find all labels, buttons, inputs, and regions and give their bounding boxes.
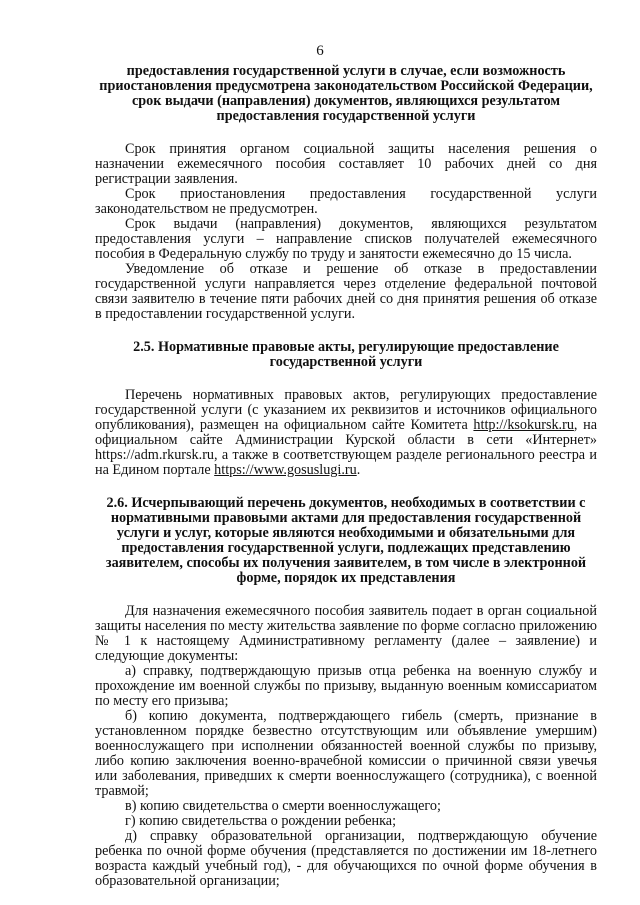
list-item: в) копию свидетельства о смерти военнослужащего; [125, 798, 441, 814]
paragraph-text: , на официальном сайте Администрации Курской области в сети «Интернет» https://adm.rkursk.ru, а также в соответствующем разделе регионального реестра и на Едином портале [95, 417, 597, 478]
paragraph: Срок выдачи (направления) документов, являющихся результатом предоставления услуги – направление списков получателей ежемесячного пособия в Федеральную службу по труду и занятости ежемесячно до 15 числа. [95, 216, 597, 262]
paragraph-2-5 [95, 388, 597, 478]
list-item: б) копию документа, подтверждающего гибель (смерть, признание в установленном порядке безвестно отсутствующим или объявление умершим) военнослужащего при исполнении обязанностей военной службы по призыву, либо копию заключения военно-врачебной комиссии о причинной связи увечья или заболевания, приведших к смерти военнослужащего (сотрудника), с военной травмой; [95, 708, 597, 799]
gosuslugi-portal-link[interactable]: https://www.gosuslugi.ru [214, 462, 357, 478]
paragraph-2-6-intro: Для назначения ежемесячного пособия заявитель подает в орган социальной защиты населения по месту жительства заявление по форме согласно приложению № 1 к настоящему Административному регламенту (далее – заявление) и следующие документы: [95, 603, 597, 664]
paragraph: Срок принятия органом социальной защиты населения решения о назначении ежемесячного пособия составляет 10 рабочих дней со дня регистрации заявления. [95, 141, 597, 187]
list-item: а) справку, подтверждающую призыв отца ребенка на военную службу и прохождение им военной службы по призыву, выданную военным комиссариатом по месту его призыва; [95, 663, 597, 709]
page-number: 6 [316, 43, 324, 59]
paragraph: Уведомление об отказе и решение об отказе в предоставлении государственной услуги направляется через отделение федеральной почтовой связи заявителю в течение пяти рабочих дней со дня принятия решения об отказе в предоставлении государственной услуги. [95, 261, 597, 322]
committee-website-link[interactable]: http://ksokursk.ru [473, 417, 574, 433]
document-body [95, 64, 597, 889]
list-item: г) копию свидетельства о рождении ребенка; [125, 813, 397, 829]
paragraph-text: . [356, 462, 361, 478]
section-heading-top: предоставления государственной услуги в случае, если возможность приостановления предусмотрена законодательством Российской Федерации, срок выдачи (направления) документов, являющихся результатом предоставления государственной услуги [99, 63, 593, 124]
section-heading-2-5: 2.5. Нормативные правовые акты, регулирующие предоставление государственной услуги [133, 339, 559, 370]
paragraph: Срок приостановления предоставления государственной услуги законодательством не предусмотрен. [95, 186, 597, 217]
list-item: д) справку образовательной организации, подтверждающую обучение ребенка по очной форме обучения (представляется по достижении им 18-летнего возраста каждый учебный год), - для обучающихся по очной форме обучения в образовательной организации; [95, 828, 597, 889]
section-heading-2-6: 2.6. Исчерпывающий перечень документов, необходимых в соответствии с нормативными правовыми актами для предоставления государственной услуги и услуг, которые являются необходимыми и обязательными для предоставления государственной услуги, подлежащих представлению заявителем, способы их получения заявителем, в том числе в электронной форме, порядок их представления [105, 495, 587, 586]
paragraph-text: Перечень нормативных правовых актов, регулирующих предоставление государственной услуги (с указанием их реквизитов и источников официального опубликования), размещен на официальном сайте Комитета [95, 387, 597, 433]
